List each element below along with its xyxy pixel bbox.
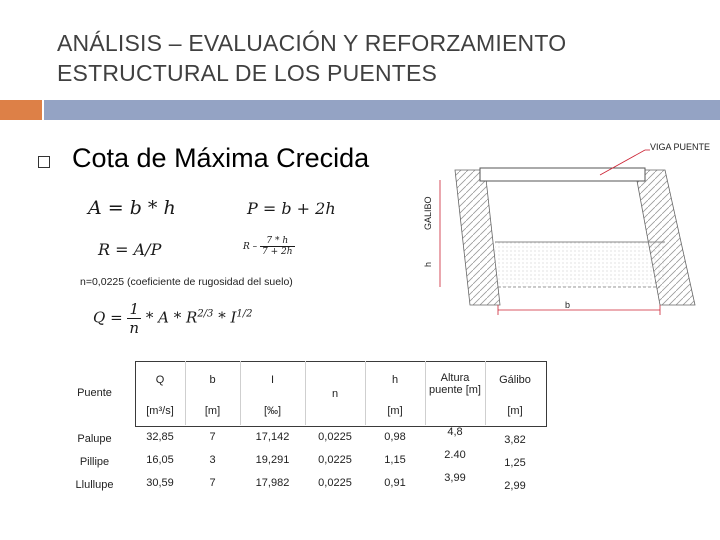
table-cell-galibo: 3,82 bbox=[504, 434, 526, 446]
table-cell-q: 30,59 bbox=[146, 477, 174, 489]
table-cell-altura: 4,8 bbox=[447, 426, 463, 438]
header-b-unit: [m] bbox=[204, 405, 221, 417]
table-cell-puente: Palupe bbox=[77, 433, 112, 445]
table-cell-h: 1,15 bbox=[384, 454, 406, 466]
table-cell-b: 7 bbox=[209, 431, 216, 443]
table-cell-altura: 3,99 bbox=[444, 472, 466, 484]
header-q: Q bbox=[155, 374, 165, 386]
table-cell-i: 17,142 bbox=[255, 431, 290, 443]
header-h: h bbox=[391, 374, 399, 386]
formula-manning-lhs: Q = bbox=[93, 308, 123, 327]
formula-radius-fraction bbox=[260, 236, 295, 257]
table-cell-n: 0,0225 bbox=[318, 454, 352, 466]
table-cell-i: 17,982 bbox=[255, 477, 290, 489]
table-cell-q: 16,05 bbox=[146, 454, 174, 466]
formula-manning-fraction bbox=[127, 300, 141, 337]
label-h: h bbox=[423, 261, 433, 267]
table-cell-altura: 2.40 bbox=[444, 449, 466, 461]
formula-manning-exp2: 1/2 bbox=[236, 308, 253, 320]
table-cell-i: 19,291 bbox=[255, 454, 290, 466]
table-cell-n: 0,0225 bbox=[318, 431, 352, 443]
header-divider bbox=[425, 361, 426, 425]
header-galibo-unit: [m] bbox=[507, 405, 523, 417]
label-b: b bbox=[565, 300, 571, 310]
table-cell-galibo: 1,25 bbox=[504, 457, 526, 469]
header-i: I bbox=[270, 374, 275, 386]
left-embankment bbox=[455, 170, 500, 305]
header-b: b bbox=[209, 374, 216, 386]
header-galibo: Gálibo bbox=[499, 374, 531, 386]
formula-manning-denominator: n bbox=[129, 319, 140, 337]
bridge-section-diagram bbox=[410, 130, 710, 330]
table-cell-n: 0,0225 bbox=[318, 477, 352, 489]
header-altura: Altura puente [m] bbox=[429, 372, 481, 396]
table-cell-b: 7 bbox=[209, 477, 216, 489]
table-cell-b: 3 bbox=[209, 454, 216, 466]
formula-radius-expanded-lhs: R – bbox=[243, 242, 258, 252]
roughness-note: n=0,0225 (coeficiente de rugosidad del suelo) bbox=[80, 276, 293, 288]
table-cell-h: 0,91 bbox=[384, 477, 406, 489]
table-cell-galibo: 2,99 bbox=[504, 480, 526, 492]
formula-manning-mid: * I bbox=[218, 308, 237, 327]
formula-radius-expanded bbox=[243, 236, 295, 257]
header-h-unit: [m] bbox=[387, 405, 403, 417]
formula-radius-denominator: 7 + 2h bbox=[262, 247, 293, 257]
table-cell-h: 0,98 bbox=[384, 431, 406, 443]
formula-manning-numerator: 1 bbox=[127, 300, 141, 319]
header-q-unit: [m³/s] bbox=[146, 405, 174, 417]
accent-bar-orange bbox=[0, 100, 42, 120]
formula-perimeter: P = b + 2h bbox=[247, 199, 336, 218]
label-galibo: GALIBO bbox=[423, 196, 433, 230]
formula-hydraulic-radius: R = A/P bbox=[98, 240, 162, 259]
slide-title: ANÁLISIS – EVALUACIÓN Y REFORZAMIENTO ESTRUCTURAL DE LOS PUENTES bbox=[57, 30, 567, 86]
slide-subtitle: Cota de Máxima Crecida bbox=[72, 143, 370, 173]
formula-manning-exp1: 2/3 bbox=[197, 308, 214, 320]
table-cell-puente: Pillipe bbox=[79, 456, 110, 468]
header-n: n bbox=[331, 388, 339, 400]
header-puente: Puente bbox=[77, 387, 112, 399]
bridge-beam bbox=[480, 168, 645, 181]
formula-area: A = b * h bbox=[88, 197, 176, 219]
accent-bar-blue bbox=[44, 100, 720, 120]
formula-radius-numerator: 7 * h bbox=[260, 236, 295, 247]
water-area bbox=[495, 242, 665, 287]
formula-manning-rhs: * A * R bbox=[145, 308, 198, 327]
formula-manning bbox=[93, 300, 252, 337]
bullet-square-icon bbox=[38, 156, 50, 168]
table-cell-q: 32,85 bbox=[146, 431, 174, 443]
label-viga-puente: VIGA PUENTE bbox=[650, 142, 710, 152]
table-cell-puente: Llullupe bbox=[75, 479, 114, 491]
header-i-unit: [‰] bbox=[263, 405, 282, 417]
